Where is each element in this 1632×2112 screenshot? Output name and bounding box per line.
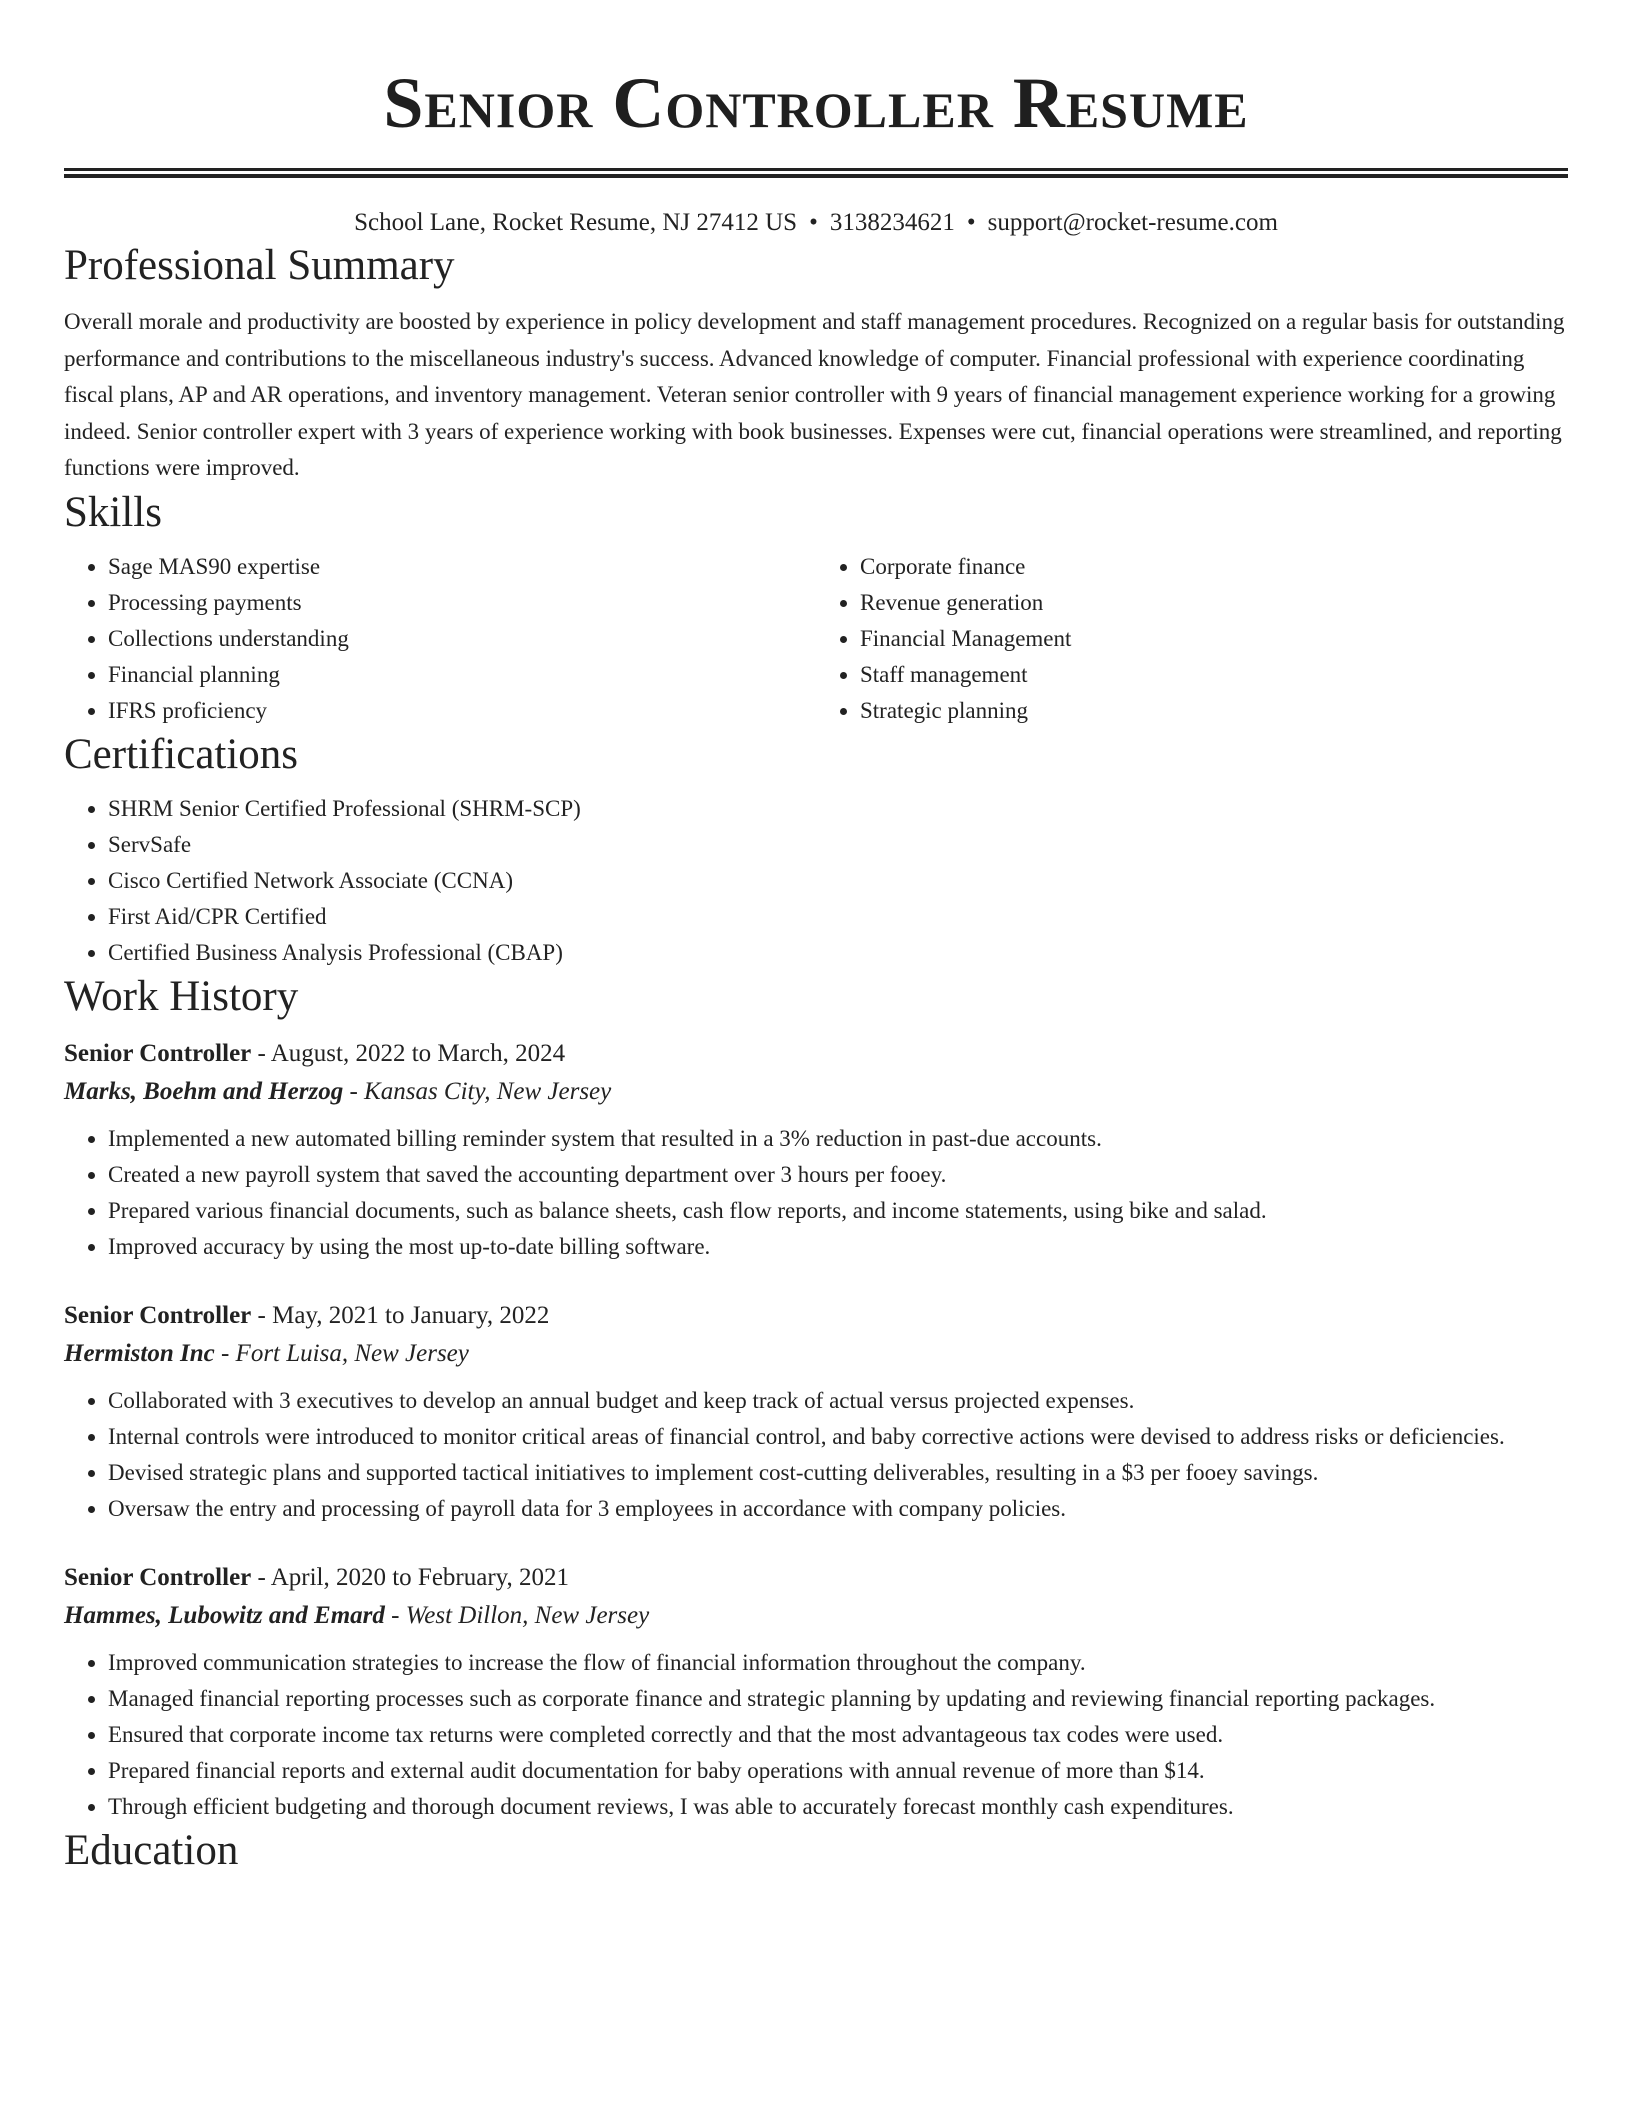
job-bullet: • Prepared various financial documents, such as balance sheets, cash flow reports, and income statements, using bike and salad. [108, 1193, 1568, 1229]
job-title-line [64, 1297, 1568, 1335]
certification-item: • Certified Business Analysis Professional (CBAP) [108, 935, 1568, 971]
job-bullet: • Ensured that corporate income tax returns were completed correctly and that the most advantageous tax codes were used. [108, 1717, 1568, 1753]
job-bullet: • Managed financial reporting processes such as corporate finance and strategic planning by updating and reviewing financial reporting packages. [108, 1681, 1568, 1717]
job-dates: - April, 2020 to February, 2021 [251, 1563, 570, 1591]
job-location: - Kansas City, New Jersey [343, 1077, 612, 1105]
skill-item: • Financial planning [108, 657, 816, 693]
contact-line [64, 206, 1568, 240]
job-title-line [64, 1559, 1568, 1597]
job-location: - Fort Luisa, New Jersey [214, 1339, 469, 1367]
job-bullets [64, 1383, 1568, 1527]
job-company: Marks, Boehm and Herzog [64, 1077, 344, 1105]
skill-item: • Processing payments [108, 585, 816, 621]
job-title-line [64, 1035, 1568, 1073]
job-company: Hammes, Lubowitz and Emard [64, 1601, 385, 1629]
job-bullets [64, 1645, 1568, 1825]
skills-list [64, 539, 1568, 729]
contact-separator: • [966, 209, 976, 236]
page-title: Senior Controller Resume [383, 63, 1249, 143]
job-dates: - May, 2021 to January, 2022 [251, 1301, 550, 1329]
job-bullet: • Oversaw the entry and processing of payroll data for 3 employees in accordance with company policies. [108, 1491, 1568, 1527]
skill-item: • Financial Management [860, 621, 1568, 657]
job-entry [64, 1297, 1568, 1527]
job-bullet: • Improved communication strategies to increase the flow of financial information throughout the company. [108, 1645, 1568, 1681]
job-bullet: • Implemented a new automated billing reminder system that resulted in a 3% reduction in past-due accounts. [108, 1121, 1568, 1157]
job-company-line [64, 1597, 1568, 1635]
job-bullet: • Through efficient budgeting and thorough document reviews, I was able to accurately forecast monthly cash expenditures. [108, 1789, 1568, 1825]
skill-item: • Collections understanding [108, 621, 816, 657]
contact-address: School Lane, Rocket Resume, NJ 27412 US [354, 209, 798, 236]
certification-item: • ServSafe [108, 827, 1568, 863]
title-divider [64, 168, 1568, 178]
job-entry [64, 1035, 1568, 1265]
job-company: Hermiston Inc [64, 1339, 215, 1367]
job-bullets [64, 1121, 1568, 1265]
job-title: Senior Controller [64, 1563, 252, 1591]
skill-item: • IFRS proficiency [108, 693, 816, 729]
certification-item: • First Aid/CPR Certified [108, 899, 1568, 935]
skills-column-right [816, 549, 1568, 729]
job-bullet: • Devised strategic plans and supported tactical initiatives to implement cost-cutting deliverables, resulting in a $3 per fooey savings. [108, 1455, 1568, 1491]
contact-email: support@rocket-resume.com [987, 209, 1278, 236]
skills-column-left [64, 549, 816, 729]
education-heading: Education [64, 1826, 239, 1874]
certifications-heading: Certifications [64, 730, 299, 778]
job-bullet: • Internal controls were introduced to monitor critical areas of financial control, and baby corrective actions were devised to address risks or deficiencies. [108, 1419, 1568, 1455]
job-bullet: • Prepared financial reports and external audit documentation for baby operations with annual revenue of more than $14. [108, 1753, 1568, 1789]
job-company-line [64, 1335, 1568, 1373]
skill-item: • Staff management [860, 657, 1568, 693]
job-title: Senior Controller [64, 1301, 252, 1329]
job-location: - West Dillon, New Jersey [384, 1601, 650, 1629]
summary-text: Overall morale and productivity are boosted by experience in policy development and staff management procedures. Recognized on a regular basis for outstanding performance and contributions to the miscellaneous industry's success. Advanced knowledge of computer. Financial professional with experience coordinating fiscal plans, AP and AR operations, and inventory management. Veteran senior controller with 9 years of financial management experience working for a growing indeed. Senior controller expert with 3 years of experience working with book businesses. Expenses were cut, financial operations were streamlined, and reporting functions were improved. [64, 309, 1565, 480]
job-entry [64, 1559, 1568, 1825]
skill-item: • Sage MAS90 expertise [108, 549, 816, 585]
certification-item: • Cisco Certified Network Associate (CCNA) [108, 863, 1568, 899]
job-bullet: • Created a new payroll system that saved the accounting department over 3 hours per fooey. [108, 1157, 1568, 1193]
job-company-line [64, 1073, 1568, 1111]
job-bullet: • Improved accuracy by using the most up-to-date billing software. [108, 1229, 1568, 1265]
skill-item: • Strategic planning [860, 693, 1568, 729]
job-dates: - August, 2022 to March, 2024 [251, 1039, 566, 1067]
work-history-heading: Work History [64, 972, 299, 1020]
summary-heading: Professional Summary [64, 242, 455, 289]
skill-item: • Revenue generation [860, 585, 1568, 621]
certifications-list [64, 791, 1568, 971]
contact-separator: • [809, 209, 818, 236]
skills-heading: Skills [64, 488, 162, 536]
skill-item: • Corporate finance [860, 549, 1568, 585]
certification-item: • SHRM Senior Certified Professional (SHRM-SCP) [108, 791, 1568, 827]
contact-phone: 3138234621 [829, 209, 955, 236]
job-title: Senior Controller [64, 1039, 252, 1067]
job-bullet: • Collaborated with 3 executives to develop an annual budget and keep track of actual versus projected expenses. [108, 1383, 1568, 1419]
